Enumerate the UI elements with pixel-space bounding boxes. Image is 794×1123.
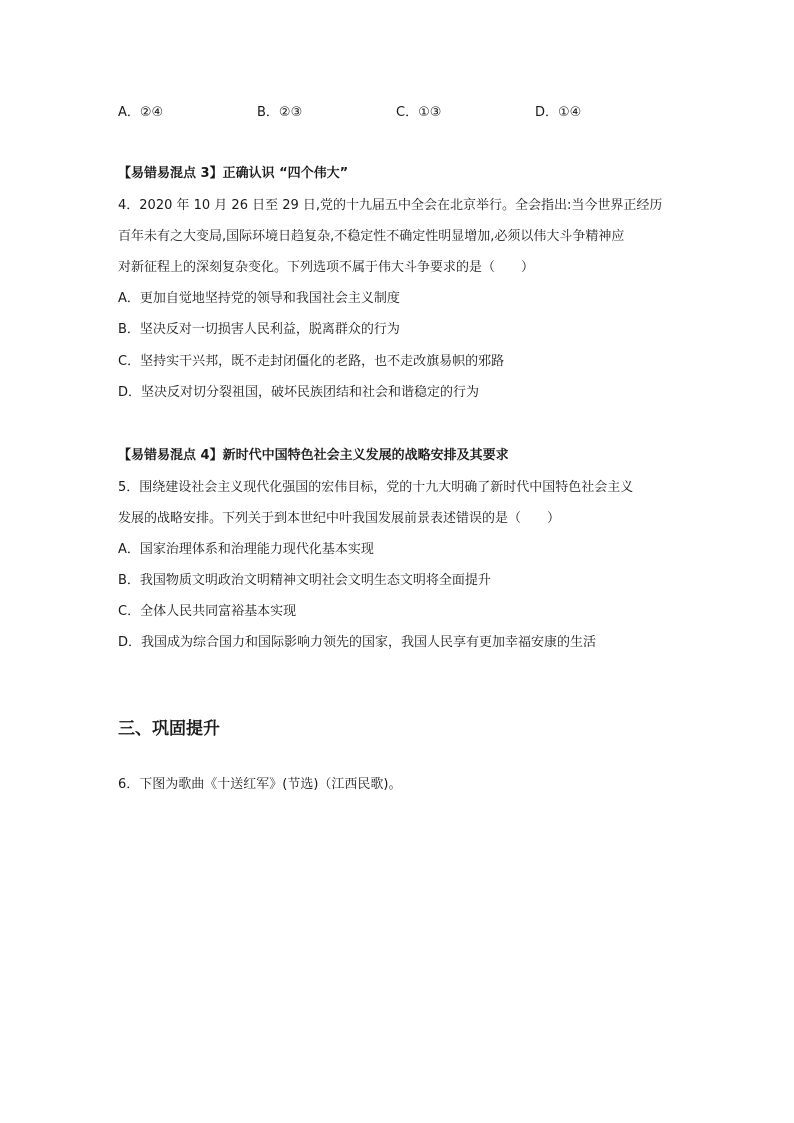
q3-option-c: C．①③	[396, 105, 442, 120]
q5-stem-line2: 发展的战略安排。下列关于到本世纪中叶我国发展前景表述错误的是（ ）	[118, 511, 561, 526]
section-title: 三、巩固提升	[118, 719, 220, 739]
q5-option-d: D．我国成为综合国力和国际影响力领先的国家，我国人民享有更加幸福安康的生活	[118, 635, 597, 650]
q4-option-b: B．坚决反对一切损害人民利益，脱离群众的行为	[118, 322, 400, 337]
q4-stem-line1: 4．2020 年 10 月 26 日至 29 日,党的十九届五中全会在北京举行。全会指出:当今世界正经历	[118, 198, 663, 213]
q4-option-c: C．坚持实干兴邦，既不走封闭僵化的老路，也不走改旗易帜的邪路	[118, 354, 505, 369]
q6-stem: 6．下图为歌曲《十送红军》(节选)（江西民歌)。	[118, 777, 402, 792]
q5-stem-line1: 5．围绕建设社会主义现代化强国的宏伟目标，党的十九大明确了新时代中国特色社会主义	[118, 480, 634, 495]
q3-option-a: A．②④	[118, 105, 164, 120]
point3-heading: 【易错易混点 3】正确认识 “四个伟大”	[118, 166, 349, 181]
q4-stem-line3: 对新征程上的深刻复杂变化。下列选项不属于伟大斗争要求的是（ ）	[118, 260, 535, 275]
q3-option-d: D．①④	[535, 105, 582, 120]
q3-options-row	[118, 103, 718, 123]
q4-stem-line2: 百年未有之大变局,国际环境日趋复杂,不稳定性不确定性明显增加,必须以伟大斗争精神应	[118, 229, 625, 244]
q4-option-d: D．坚决反对切分裂祖国，破坏民族团结和社会和谐稳定的行为	[118, 385, 480, 400]
q5-option-c: C．全体人民共同富裕基本实现	[118, 604, 297, 619]
q5-option-a: A．国家治理体系和治理能力现代化基本实现	[118, 542, 374, 557]
q3-option-b: B．②③	[257, 105, 303, 120]
point4-heading: 【易错易混点 4】新时代中国特色社会主义发展的战略安排及其要求	[118, 448, 509, 463]
q4-option-a: A．更加自觉地坚持党的领导和我国社会主义制度	[118, 291, 400, 306]
q5-option-b: B．我国物质文明政治文明精神文明社会文明生态文明将全面提升	[118, 573, 491, 588]
